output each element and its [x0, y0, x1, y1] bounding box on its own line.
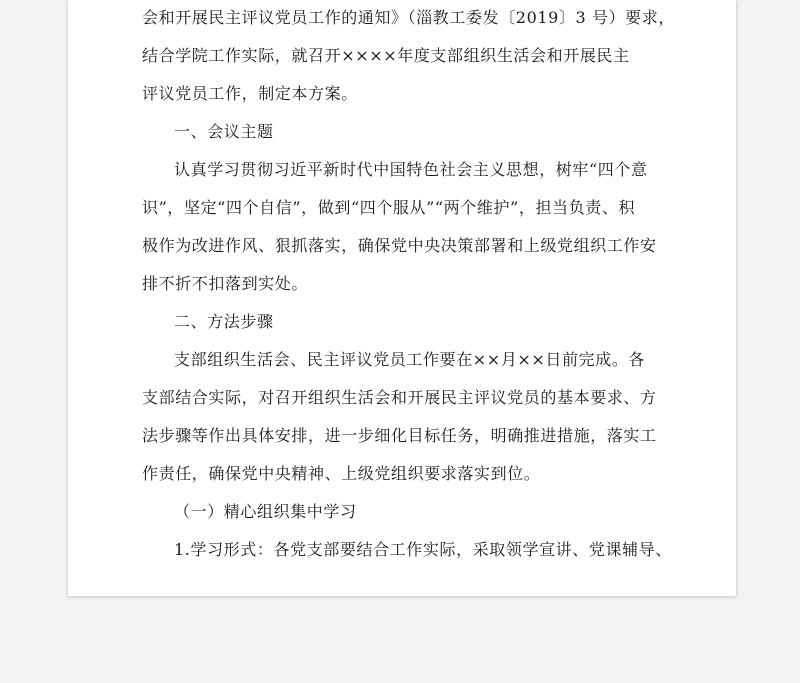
body-line: 评议党员工作，制定本方案。 [142, 84, 358, 103]
document-page [68, 0, 736, 596]
section-heading-method-steps: 二、方法步骤 [174, 312, 274, 331]
body-line: 结合学院工作实际，就召开××××年度支部组织生活会和开展民主 [142, 46, 630, 65]
body-line: 认真学习贯彻习近平新时代中国特色社会主义思想，树牢“四个意 [174, 160, 648, 179]
body-line: 极作为改进作风、狠抓落实，确保党中央决策部署和上级党组织工作安 [142, 236, 657, 255]
body-line: 识”，坚定“四个自信”，做到“四个服从”“两个维护”，担当负责、积 [142, 198, 636, 217]
subsection-heading-study: （一）精心组织集中学习 [174, 502, 357, 521]
body-line: 会和开展民主评议党员工作的通知》（淄教工委发〔2019〕3 号）要求， [142, 8, 675, 27]
section-heading-meeting-theme: 一、会议主题 [174, 122, 274, 141]
body-line: 支部结合实际，对召开组织生活会和开展民主评议党员的基本要求、方 [142, 388, 657, 407]
body-line: 法步骤等作出具体安排，进一步细化目标任务，明确推进措施，落实工 [142, 426, 657, 445]
body-line: 支部组织生活会、民主评议党员工作要在××月××日前完成。各 [174, 350, 646, 369]
body-line: 排不折不扣落到实处。 [142, 274, 309, 293]
body-line: 1.学习形式：各党支部要结合工作实际，采取领学宣讲、党课辅导、 [174, 540, 672, 559]
body-line: 作责任，确保党中央精神、上级党组织要求落实到位。 [142, 464, 541, 483]
